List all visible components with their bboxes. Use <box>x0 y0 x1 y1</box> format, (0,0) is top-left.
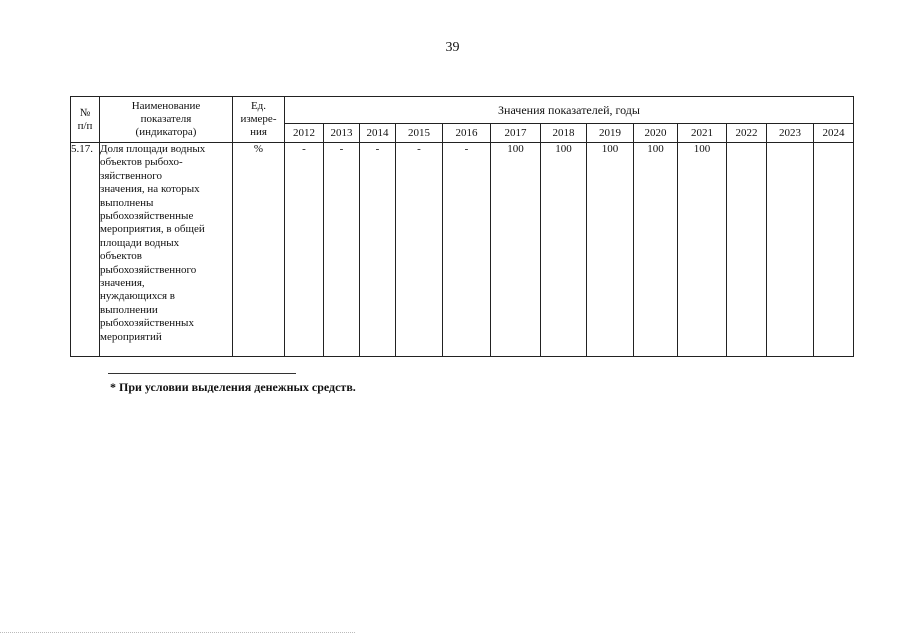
value-cell <box>767 143 814 357</box>
header-name-text: Наименование показателя (индикатора) <box>131 100 201 138</box>
value-cell: - <box>324 143 360 357</box>
value-cell <box>814 143 854 357</box>
value-cell: - <box>285 143 324 357</box>
header-year: 2018 <box>541 124 587 143</box>
header-values-group: Значения показателей, годы <box>285 97 854 124</box>
header-year: 2020 <box>634 124 678 143</box>
row-indicator-name: Доля площади водных объектов рыбохо- зяйственного значения, на которых выполнены рыбохозяйственные мероприятия, в общей площади водных объектов рыбохозяйственного значения, нуждающихся в выполнении рыбохозяйственных мероприятий <box>100 143 233 357</box>
header-year: 2015 <box>396 124 443 143</box>
value-cell: - <box>443 143 491 357</box>
header-year: 2017 <box>491 124 541 143</box>
header-year: 2014 <box>360 124 396 143</box>
value-cell: 100 <box>634 143 678 357</box>
header-year: 2016 <box>443 124 491 143</box>
header-number <box>71 97 100 143</box>
header-name <box>100 97 233 143</box>
footnote: * При условии выделения денежных средств. <box>110 380 356 394</box>
header-year: 2013 <box>324 124 360 143</box>
value-cell: 100 <box>587 143 634 357</box>
value-cell: 100 <box>491 143 541 357</box>
value-cell: - <box>360 143 396 357</box>
header-year: 2023 <box>767 124 814 143</box>
table-row <box>71 143 854 357</box>
header-year: 2021 <box>678 124 727 143</box>
header-unit-text: Ед. измере- ния <box>240 100 277 138</box>
header-unit <box>233 97 285 143</box>
footnote-divider <box>108 373 296 374</box>
indicators-table <box>70 96 854 357</box>
row-number: 5.17. <box>71 143 100 357</box>
value-cell: 100 <box>678 143 727 357</box>
value-cell <box>727 143 767 357</box>
header-year: 2012 <box>285 124 324 143</box>
header-year: 2024 <box>814 124 854 143</box>
header-number-text: № п/п <box>77 106 93 132</box>
header-year: 2022 <box>727 124 767 143</box>
value-cell: - <box>396 143 443 357</box>
header-year: 2019 <box>587 124 634 143</box>
page-number: 39 <box>445 40 460 55</box>
value-cell: 100 <box>541 143 587 357</box>
scan-artifact-divider <box>0 632 355 633</box>
row-unit: % <box>233 143 285 357</box>
